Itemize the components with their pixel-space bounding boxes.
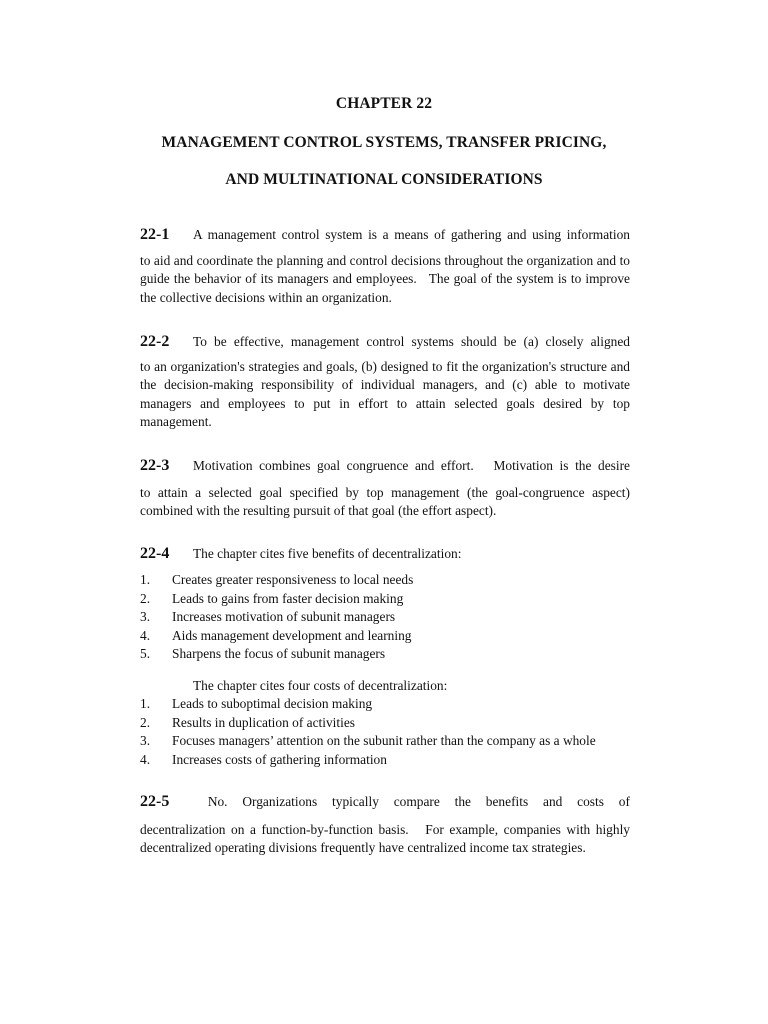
list-item [140,732,640,751]
list-text: Results in duplication of activities [172,714,355,730]
list-text: Creates greater responsiveness to local needs [172,572,414,587]
word: Organizations [242,794,318,809]
question-number: 22-1 [140,226,170,243]
question-22-1-first-line [140,226,630,244]
list-number: 2. [140,590,151,606]
list-item [140,627,640,646]
list-text: Sharpens the focus of subunit managers [172,646,386,661]
question-22-2-body: to an organization's strategies and goals, (b) designed to fit the organization's structure and the decision-making responsibility of individual managers, and (c) able to motivate managers and employees to put in effort to attain selected goals desired by top management. [140,359,630,430]
list-number: 5. [140,646,151,661]
word: compare [393,794,440,809]
question-number: 22-5 [140,793,170,810]
list-item [140,571,640,590]
list-text: Increases motivation of subunit managers [172,609,396,624]
costs-intro: The chapter cites four costs of decentralization: [193,678,448,693]
list-text: Focuses managers’ attention on the subunit rather than the company as a whole [172,733,596,748]
word: typically [332,794,379,809]
chapter-subtitle-line-2: AND MULTINATIONAL CONSIDERATIONS [225,171,543,188]
question-22-5-first-line [140,793,630,811]
question-22-1-body: to aid and coordinate the planning and control decisions throughout the organization and to guide the behavior of its managers and employees. The goal of the system is to improve the collective decisions within an organization. [140,253,630,305]
list-number: 1. [140,696,151,711]
list-text: Leads to suboptimal decision making [172,696,373,711]
question-22-4-first-line [140,545,630,563]
question-text: Motivation combines goal congruence and effort. Motivation is the desire [193,458,630,473]
list-number: 1. [140,572,151,587]
list-item [140,695,640,714]
question-number: 22-3 [140,457,170,474]
word: costs [577,794,604,809]
list-number: 2. [140,714,151,730]
list-number: 3. [140,733,151,748]
list-number: 4. [140,627,151,643]
question-number: 22-2 [140,333,170,350]
word: the [454,794,471,809]
costs-list [140,695,640,769]
list-number: 4. [140,751,151,767]
list-item [140,608,640,627]
list-item [140,645,640,664]
chapter-subtitle-line-1: MANAGEMENT CONTROL SYSTEMS, TRANSFER PRICING, [161,134,607,151]
word: and [543,794,563,809]
list-item [140,751,640,770]
word: benefits [485,794,529,809]
question-number: 22-4 [140,545,170,562]
word: No. [207,794,228,809]
list-text: Leads to gains from faster decision making [172,590,404,606]
list-item [140,590,640,609]
question-22-3-body: to attain a selected goal specified by top management (the goal-congruence aspect) combined with the resulting pursuit of that goal (the effort aspect). [140,485,630,519]
question-22-5-body: decentralization on a function-by-function basis. For example, companies with highly decentralized operating divisions frequently have centralized income tax strategies. [140,822,630,856]
benefits-list [140,571,640,664]
list-text: Aids management development and learning [172,627,412,643]
question-text: A management control system is a means of gathering and using information [193,227,630,242]
word: of [618,794,630,809]
list-item [140,714,640,733]
question-22-3-first-line [140,457,630,475]
list-number: 3. [140,609,151,624]
chapter-title: CHAPTER 22 [335,95,433,112]
question-text: The chapter cites five benefits of decentralization: [193,546,462,561]
question-text: To be effective, management control systems should be (a) closely aligned [193,334,630,349]
question-22-2-first-line [140,333,630,351]
list-text: Increases costs of gathering information [172,751,387,767]
